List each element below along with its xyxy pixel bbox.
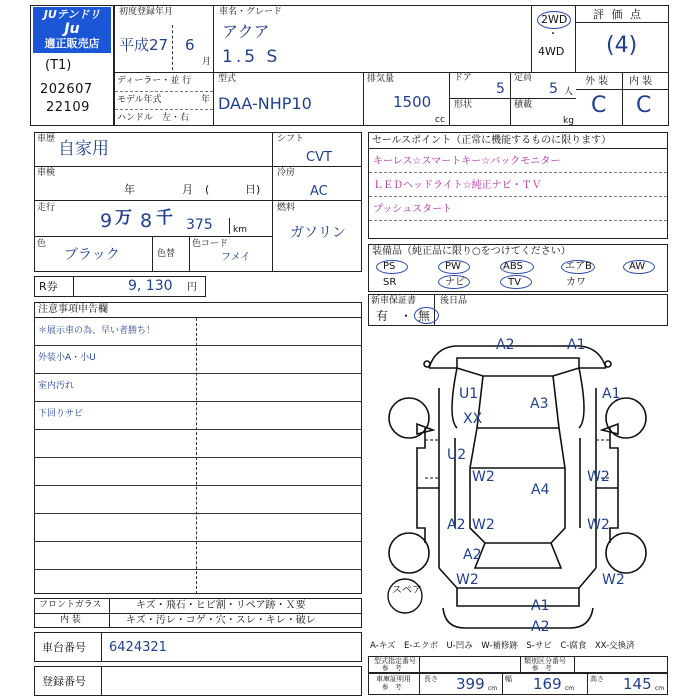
detail-line-r1	[273, 166, 362, 167]
displacement-value: 1500	[393, 93, 432, 111]
equip-ps: PS	[383, 261, 396, 272]
drive-dot: ・	[548, 29, 558, 40]
spare-label: スペア	[392, 585, 422, 596]
seats-value: 5	[549, 81, 558, 97]
shift-value: CVT	[306, 150, 332, 165]
note-2: 外装小A・小U	[38, 353, 96, 363]
color-divider-2	[189, 236, 190, 272]
damage-mark: A2	[496, 337, 515, 353]
dims-div-1	[502, 673, 503, 695]
notes-rule	[34, 401, 362, 402]
registration-era: 平成27	[119, 36, 169, 54]
notes-rule	[34, 345, 362, 346]
detail-line-2	[34, 200, 362, 201]
mileage-u1: 万	[115, 208, 132, 228]
warranty-date-label: 後日品	[440, 296, 468, 306]
km-divider	[229, 218, 230, 234]
load-unit: kg	[563, 116, 574, 126]
seats-label: 定員	[514, 73, 533, 83]
equip-abs: ABS	[503, 261, 523, 272]
inspection-month: 月	[182, 183, 193, 196]
damage-mark: W2	[472, 469, 495, 485]
color-code: フメイ	[221, 252, 251, 263]
brand-sub: 適正販売店	[44, 37, 100, 50]
notes-rule	[34, 485, 362, 486]
color-label: 色	[37, 239, 47, 249]
ju-mark-icon: Ju	[64, 21, 80, 37]
interior-row-label: 内 装	[60, 615, 81, 625]
damage-mark: XX	[463, 411, 483, 427]
drive-4wd: 4WD	[538, 45, 565, 58]
displacement-label: 排気量	[367, 74, 395, 84]
inspection-day-open: (	[205, 183, 210, 196]
notes-rule	[34, 513, 362, 514]
cert-label: 車庫証明用	[376, 675, 411, 683]
doors-value: 5	[496, 81, 505, 97]
damage-mark: W2	[587, 469, 610, 485]
note-4: 下回りサビ	[38, 409, 84, 419]
length-value: 399	[456, 675, 485, 693]
damage-mark: A1	[531, 598, 550, 614]
height-unit: cm	[655, 685, 665, 692]
mileage-unit: km	[233, 225, 247, 235]
chassis-label: 車台番号	[42, 641, 86, 654]
notes-rule	[34, 373, 362, 374]
damage-mark: W2	[472, 517, 495, 533]
mileage-d3: 375	[186, 217, 213, 233]
handle-label: ハンドル 左・右	[117, 113, 190, 123]
damage-mark: A1	[602, 386, 621, 402]
stock-number-1: 202607	[40, 82, 93, 97]
mileage-d2: 8	[140, 210, 153, 232]
damage-legend: A-キズ E-エクボ U-凹み W-補修跡 S-サビ C-腐食 XX-交換済	[370, 641, 635, 651]
mileage-u2: 千	[156, 208, 173, 228]
registration-label: 初度登録年月	[119, 7, 174, 17]
note-1: ＊展示車の為、早い者勝ち！	[38, 326, 156, 336]
load-label: 積載	[514, 100, 533, 110]
damage-mark: U2	[447, 447, 467, 463]
reg-dash-divider	[172, 25, 173, 70]
damage-mark: A2	[463, 547, 482, 563]
inspection-label: 車検	[37, 168, 56, 178]
color-change-label: 色替	[157, 249, 176, 259]
reg-number-label: 登録番号	[42, 675, 86, 688]
brand-top: JUテンドリ	[33, 7, 111, 22]
height-value: 145	[623, 675, 652, 693]
vehicle-use-value: 自家用	[58, 139, 109, 159]
warranty-value: 有 ・	[376, 309, 413, 323]
sp-dash-1	[369, 172, 667, 173]
color-value: ブラック	[64, 247, 120, 263]
exterior-score: C	[591, 93, 607, 118]
height-label: 高さ	[590, 675, 604, 683]
interior-score: C	[636, 93, 652, 118]
width-value: 169	[533, 675, 562, 693]
model-value: DAA-NHP10	[218, 94, 312, 113]
registration-month: 6	[185, 36, 195, 54]
width-label: 幅	[505, 675, 512, 683]
damage-mark: A2	[531, 619, 550, 635]
damage-mark: A2	[447, 517, 466, 533]
sales-point-1: キーレス☆スマートキー☆バックモニター	[373, 156, 561, 167]
color-code-label: 色コード	[192, 239, 229, 249]
vehicle-use-label: 車歴	[37, 134, 56, 144]
equip-sr: SR	[383, 277, 397, 288]
spec-dash-2	[115, 109, 213, 110]
grade-code: (T1)	[45, 58, 72, 73]
aircon-label: 冷房	[277, 168, 296, 178]
interior-row-value: キズ・汚レ・コゲ・穴・スレ・キレ・破レ	[126, 615, 316, 626]
width-unit: cm	[565, 685, 575, 692]
class-number-sub: 参 考	[532, 664, 552, 672]
dealer-label: ディーラー・並 行	[117, 76, 192, 86]
sales-point-3: プッシュスタート	[373, 204, 453, 215]
car-name-label: 車名・グレード	[219, 7, 283, 17]
damage-mark: A4	[531, 482, 550, 498]
sp-dash-3	[369, 220, 667, 221]
class-number-label: 類別区分番号	[524, 657, 566, 665]
equip-airbag: エアB	[565, 261, 592, 272]
warranty-circled: 無	[418, 309, 431, 323]
shape-label: 形状	[454, 100, 473, 110]
front-glass-label: フロントガラス	[39, 600, 102, 610]
damage-mark: W2	[587, 517, 610, 533]
exterior-label: 外 装	[585, 76, 609, 87]
door-row-line	[450, 98, 576, 99]
length-label: 長さ	[424, 675, 438, 683]
note-3: 室内汚れ	[38, 381, 75, 391]
car-name: アクア	[222, 22, 270, 41]
detail-line-1	[34, 166, 273, 167]
doors-label: ドア	[454, 73, 472, 83]
spec-dash-1	[115, 91, 213, 92]
stock-number-2: 22109	[46, 100, 90, 115]
color-divider-1	[152, 236, 153, 272]
score-value: (4)	[606, 33, 638, 58]
cert-sub: 参 考	[382, 683, 402, 691]
notes-rule	[34, 457, 362, 458]
equip-leather: カワ	[566, 277, 586, 288]
interior-label: 内 装	[629, 76, 653, 87]
inspection-day-close: 日)	[245, 183, 261, 196]
equip-pw: PW	[445, 261, 461, 272]
mileage-label: 走行	[37, 203, 56, 213]
fuel-value: ガソリン	[290, 225, 346, 241]
aircon-value: AC	[310, 184, 328, 199]
score-divider	[622, 72, 623, 126]
damage-mark: A3	[530, 396, 549, 412]
equip-navi: ナビ	[445, 277, 465, 288]
equip-tv: TV	[508, 277, 521, 288]
year-unit: 年	[201, 95, 211, 105]
warranty-label: 新車保証書	[371, 296, 417, 306]
type-designation-label: 型式指定番号	[374, 657, 416, 665]
seats-unit: 人	[564, 87, 574, 97]
recycle-unit: 円	[187, 282, 197, 293]
shift-label: シフト	[277, 134, 305, 144]
detail-line-3	[34, 236, 273, 237]
model-label: 型式	[218, 74, 237, 84]
inspection-year: 年	[124, 183, 135, 196]
damage-mark: A1	[567, 337, 586, 353]
damage-mark: W2	[602, 572, 625, 588]
notes-label: 注意事項申告欄	[38, 304, 108, 315]
equip-aw: AW	[629, 261, 646, 272]
sp-dash-2	[369, 196, 667, 197]
notes-dash-v	[196, 318, 197, 594]
score-label: 評 価 点	[593, 8, 643, 21]
notes-rule	[34, 569, 362, 570]
damage-mark: U1	[459, 386, 479, 402]
mileage-d1: 9	[100, 210, 113, 232]
dims-div-2	[587, 673, 588, 695]
recycle-label: R券	[39, 280, 58, 293]
car-grade: 1.5 S	[222, 47, 281, 67]
notes-rule	[34, 429, 362, 430]
registration-month-unit: 月	[202, 57, 212, 67]
equipment-label: 装備品（純正品に限り○をつけてください）	[372, 246, 571, 257]
brand-logo	[33, 22, 111, 53]
damage-mark: W2	[456, 572, 479, 588]
drive-2wd: 2WD	[541, 13, 568, 26]
displacement-unit: cc	[435, 115, 445, 125]
length-unit: cm	[488, 685, 498, 692]
sales-points-label: セールスポイント（正常に機能するものに限ります）	[372, 135, 612, 146]
fuel-label: 燃料	[277, 203, 296, 213]
model-year-label: モデル年式	[117, 95, 162, 105]
sales-point-2: ＬＥＤヘッドライト☆純正ナビ・ＴＶ	[373, 180, 542, 191]
notes-rule	[34, 541, 362, 542]
chassis-value: 6424321	[109, 640, 167, 655]
recycle-value: 9, 130	[128, 278, 173, 294]
front-glass-value: キズ・飛石・ヒビ割・リペア跡・Ｘ要	[136, 600, 306, 611]
type-designation-sub: 参 考	[382, 664, 402, 672]
